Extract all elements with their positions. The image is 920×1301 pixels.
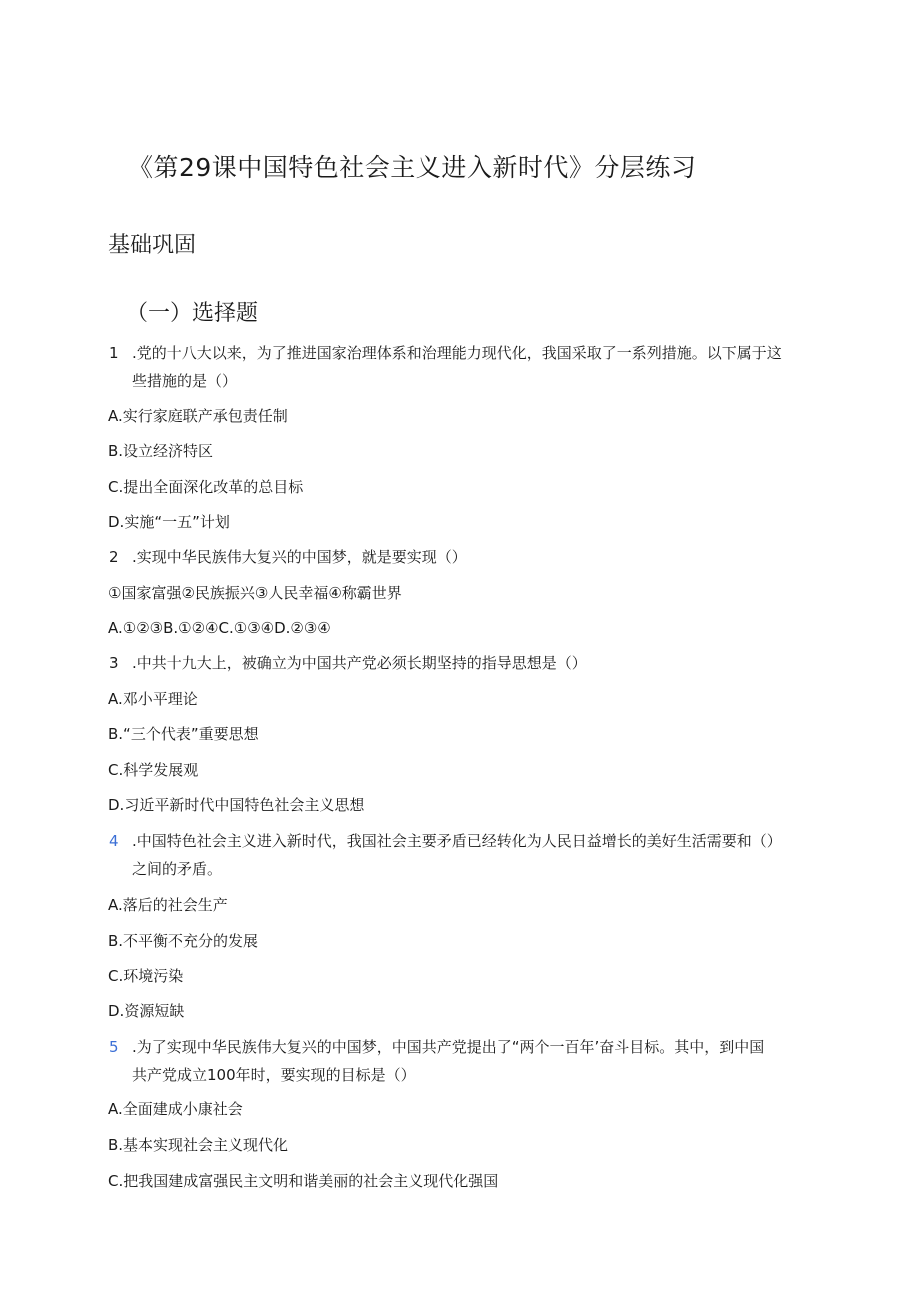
question-number: 4 <box>109 832 119 850</box>
question-statements: ①国家富强②民族振兴③人民幸福④称霸世界 <box>108 584 402 602</box>
question-number: 2 <box>109 548 119 566</box>
subsection-heading: （一）选择题 <box>126 301 259 326</box>
option-a: A.邓小平理论 <box>108 690 198 708</box>
question-text: .为了实现中华民族伟大复兴的中国梦，中国共产党提出了“两个一百年’奋斗目标。其中，到中国 <box>132 1038 765 1056</box>
question-number: 3 <box>109 654 119 672</box>
question-text-continued: 些措施的是（） <box>132 372 238 390</box>
option-c: C.环境污染 <box>108 967 184 985</box>
option-line: A.①②③B.①②④C.①③④D.②③④ <box>108 619 331 637</box>
question-text: .中国特色社会主义进入新时代，我国社会主要矛盾已经转化为人民日益增长的美好生活需要和（） <box>132 832 782 850</box>
question-text: .实现中华民族伟大复兴的中国梦，就是要实现（） <box>132 548 467 566</box>
option-d: D.习近平新时代中国特色社会主义思想 <box>108 796 365 814</box>
question-number: 1 <box>109 344 119 362</box>
option-c: C.提出全面深化改革的总目标 <box>108 478 304 496</box>
page-title: 《第29课中国特色社会主义进入新时代》分层练习 <box>128 153 697 182</box>
option-a: A.实行家庭联产承包责任制 <box>108 407 288 425</box>
section-heading: 基础巩固 <box>108 233 197 258</box>
option-c: C.科学发展观 <box>108 761 199 779</box>
option-d: D.实施“一五”计划 <box>108 513 230 531</box>
question-text: .党的十八大以来，为了推进国家治理体系和治理能力现代化，我国采取了一系列措施。以下属于这 <box>132 344 782 362</box>
question-text-continued: 之间的矛盾。 <box>132 860 223 878</box>
question-text: .中共十九大上，被确立为中国共产党必须长期坚持的指导思想是（） <box>132 654 587 672</box>
option-a: A.落后的社会生产 <box>108 896 228 914</box>
question-text-continued: 共产党成立100年时，要实现的目标是（） <box>132 1066 416 1084</box>
option-a: A.全面建成小康社会 <box>108 1100 243 1118</box>
option-b: B.“三个代表”重要思想 <box>108 725 259 743</box>
option-b: B.不平衡不充分的发展 <box>108 932 259 950</box>
question-number: 5 <box>109 1038 119 1056</box>
option-d: D.资源短缺 <box>108 1002 185 1020</box>
option-b: B.设立经济特区 <box>108 442 214 460</box>
option-c: C.把我国建成富强民主文明和谐美丽的社会主义现代化强国 <box>108 1172 499 1190</box>
option-b: B.基本实现社会主义现代化 <box>108 1136 289 1154</box>
